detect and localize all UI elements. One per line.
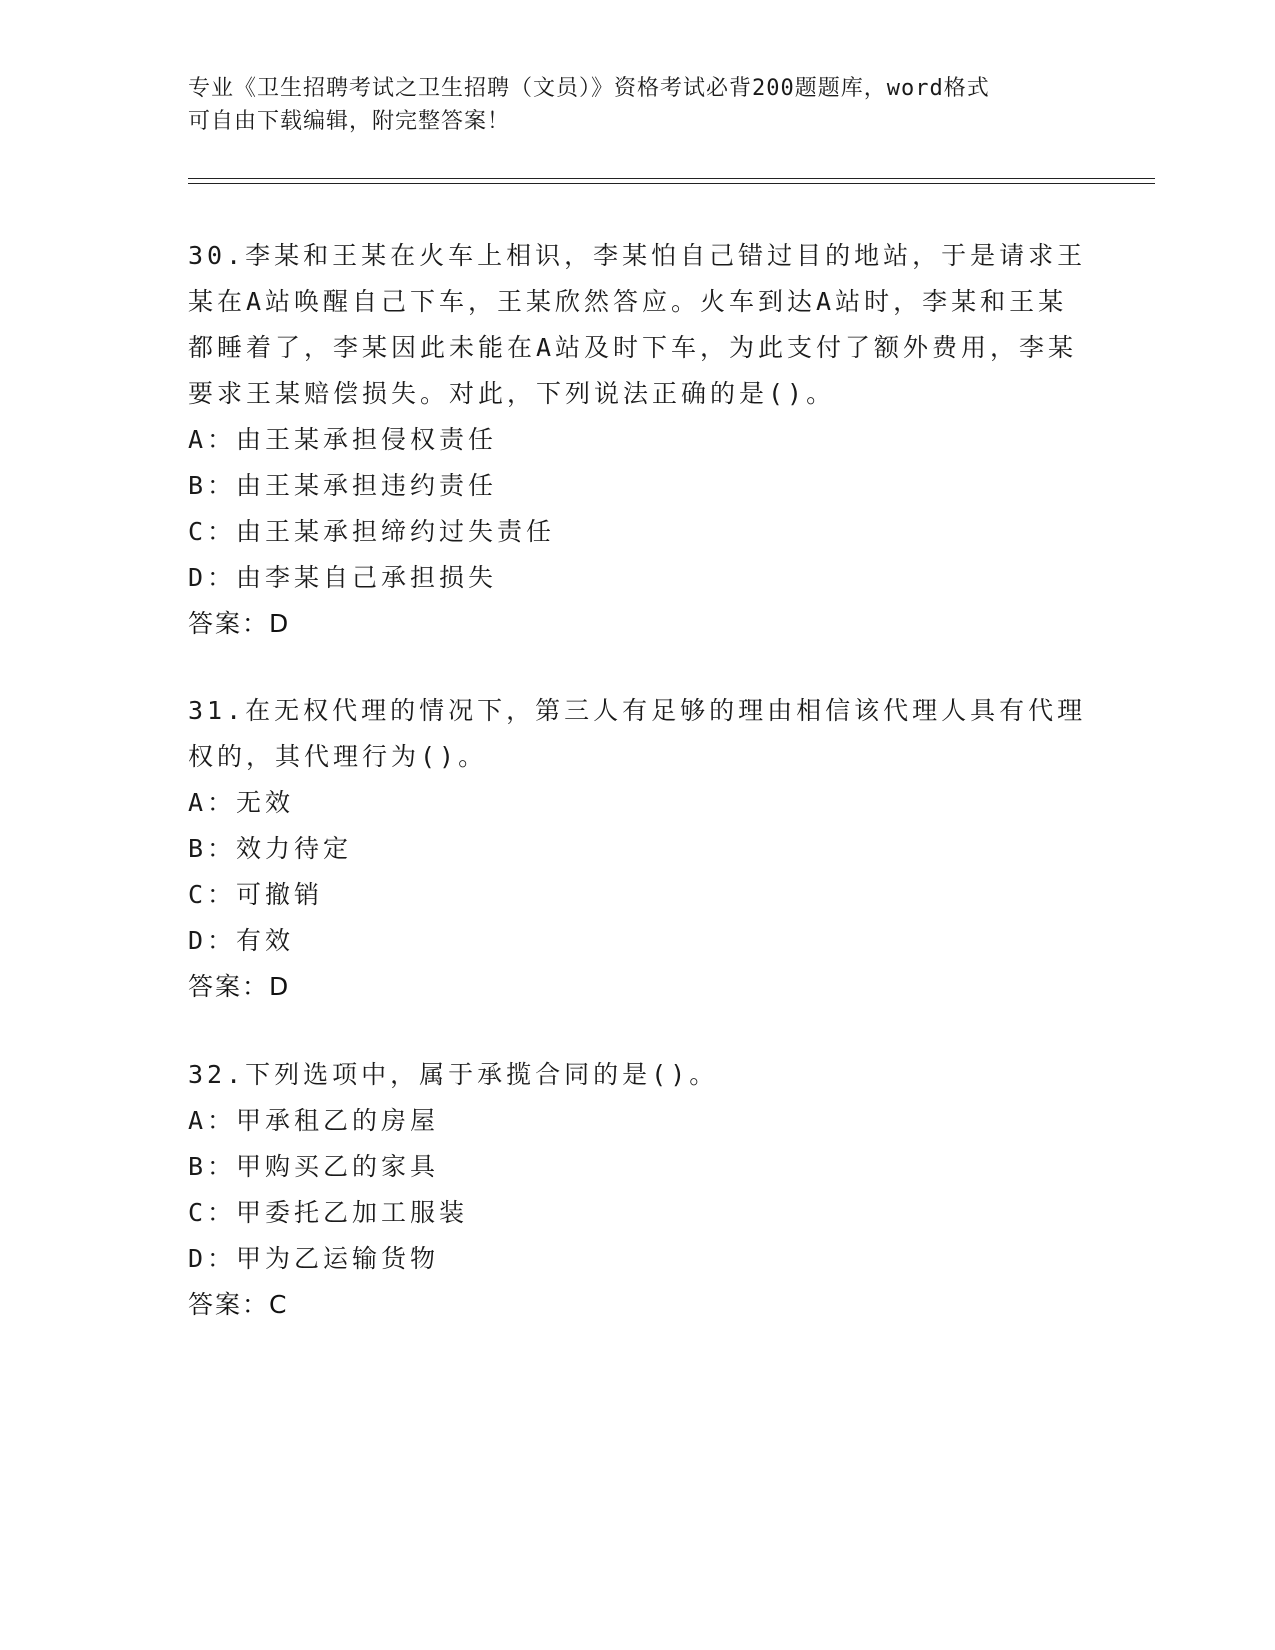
- option-a: A：由王某承担侵权责任: [188, 425, 498, 454]
- answer: 答案：D: [188, 972, 291, 1001]
- header-line-1: 专业《卫生招聘考试之卫生招聘（文员）》资格考试必背200题题库，word格式: [188, 76, 990, 101]
- header-line-2: 可自由下载编辑，附完整答案！: [188, 109, 511, 134]
- question-32: [188, 1052, 1088, 1328]
- header-divider-bottom: [188, 183, 1155, 184]
- option-d: D：甲为乙运输货物: [188, 1244, 440, 1273]
- option-b: B：由王某承担违约责任: [188, 471, 498, 500]
- question-stem: 30.李某和王某在火车上相识，李某怕自己错过目的地站，于是请求王某在A站唤醒自己下车，王某欣然答应。火车到达A站时，李某和王某都睡着了，李某因此未能在A站及时下车，为此支付了额外费用，李某要求王某赔偿损失。对此，下列说法正确的是()。: [188, 241, 1087, 408]
- header-divider-top: [188, 178, 1155, 179]
- question-stem: 32.下列选项中，属于承揽合同的是()。: [188, 1060, 719, 1089]
- option-c: C：由王某承担缔约过失责任: [188, 517, 556, 546]
- answer: 答案：D: [188, 609, 291, 638]
- option-c: C：可撤销: [188, 880, 324, 909]
- question-30: [188, 233, 1088, 647]
- question-31: [188, 688, 1088, 1010]
- option-b: B：效力待定: [188, 834, 353, 863]
- document-header: [188, 72, 1088, 138]
- option-c: C：甲委托乙加工服装: [188, 1198, 469, 1227]
- option-d: D：有效: [188, 926, 295, 955]
- option-a: A：甲承租乙的房屋: [188, 1106, 440, 1135]
- option-a: A：无效: [188, 788, 295, 817]
- question-stem: 31.在无权代理的情况下，第三人有足够的理由相信该代理人具有代理权的，其代理行为()。: [188, 696, 1087, 771]
- option-d: D：由李某自己承担损失: [188, 563, 498, 592]
- answer: 答案：C: [188, 1290, 289, 1319]
- option-b: B：甲购买乙的家具: [188, 1152, 440, 1181]
